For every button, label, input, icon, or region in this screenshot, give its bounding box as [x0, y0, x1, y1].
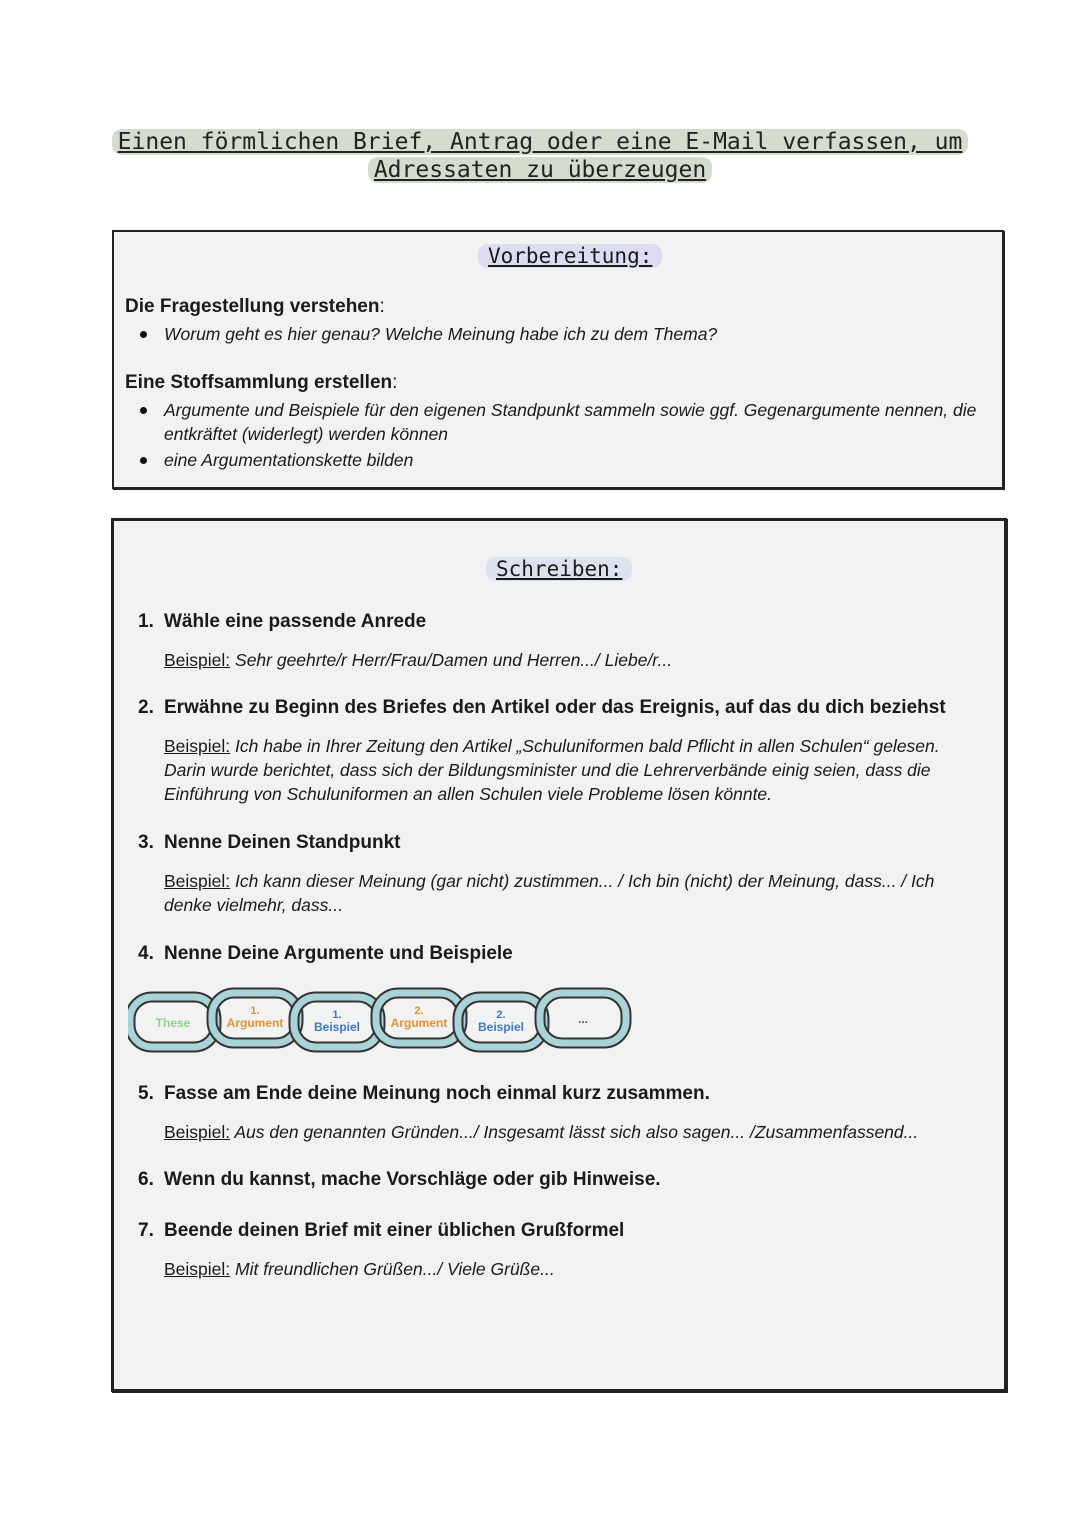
- chain-link-label: ...: [577, 1012, 589, 1026]
- writing-heading: Schreiben:: [486, 557, 632, 581]
- list-item: Argumente und Beispiele für den eigenen Standpunkt sammeln sowie ggf. Gegenargumente nennen, die entkräftet (widerlegt) werden können: [138, 398, 988, 446]
- title-line-1: Einen förmlichen Brief, Antrag oder eine E-Mail verfassen, um: [112, 129, 969, 155]
- list-item: Worum geht es hier genau? Welche Meinung habe ich zu dem Thema?: [138, 322, 988, 346]
- chain-link-number: 1.: [250, 1005, 260, 1017]
- chain-link-label: Argument: [226, 1016, 284, 1030]
- section-title-collection: Eine Stoffsammlung erstellen:: [125, 372, 398, 393]
- step-1: 1. Wähle eine passende Anrede: [138, 611, 427, 632]
- preparation-heading: Vorbereitung:: [478, 244, 662, 268]
- step-5: 5. Fasse am Ende deine Meinung noch einmal kurz zusammen.: [138, 1083, 710, 1104]
- chain-link-label: These: [155, 1016, 191, 1030]
- chain-link-number: 2.: [414, 1005, 424, 1017]
- section-title-question: Die Fragestellung verstehen:: [125, 296, 385, 317]
- question-bullets: [138, 322, 988, 348]
- step-4: 4. Nenne Deine Argumente und Beispiele: [138, 943, 513, 964]
- argument-chain-graphic: [128, 987, 638, 1057]
- argument-chain: [128, 987, 638, 1062]
- step-3-example: Beispiel: Ich kann dieser Meinung (gar nicht) zustimmen... / Ich bin (nicht) der Meinung, dass... / Ich denke vielmehr, dass...: [164, 871, 935, 915]
- chain-link-label: Beispiel: [477, 1020, 525, 1034]
- step-5-example: Beispiel: Aus den genannten Gründen.../ Insgesamt lässt sich also sagen... /Zusammenfassend...: [164, 1122, 919, 1142]
- chain-link-number: 1.: [332, 1009, 342, 1021]
- page-title: [0, 128, 1080, 184]
- collection-bullets: [138, 398, 988, 474]
- step-2-example: Beispiel: Ich habe in Ihrer Zeitung den Artikel „Schuluniformen bald Pflicht in allen Schulen“ gelesen. Darin wurde berichtet, dass sich der Bildungsminister und die Lehrerverbände einig seien, dass die Einführung von Schuluniformen an allen Schulen viele Probleme lösen könnte.: [164, 736, 940, 804]
- step-7-example: Beispiel: Mit freundlichen Grüßen.../ Viele Grüße...: [164, 1259, 555, 1279]
- title-line-2: Adressaten zu überzeugen: [368, 157, 712, 183]
- chain-link-label: Argument: [390, 1016, 448, 1030]
- step-2: 2. Erwähne zu Beginn des Briefes den Artikel oder das Ereignis, auf das du dich beziehst: [138, 697, 946, 718]
- step-6: 6. Wenn du kannst, mache Vorschläge oder gib Hinweise.: [138, 1169, 661, 1190]
- list-item: eine Argumentationskette bilden: [138, 448, 988, 472]
- step-1-example: Beispiel: Sehr geehrte/r Herr/Frau/Damen und Herren.../ Liebe/r...: [164, 650, 673, 670]
- chain-link-label: Beispiel: [313, 1020, 361, 1034]
- chain-link-number: 2.: [496, 1009, 506, 1021]
- writing-box: [111, 518, 1007, 1392]
- step-7: 7. Beende deinen Brief mit einer üblichen Grußformel: [138, 1220, 625, 1241]
- preparation-box: [112, 230, 1004, 489]
- step-3: 3. Nenne Deinen Standpunkt: [138, 832, 401, 853]
